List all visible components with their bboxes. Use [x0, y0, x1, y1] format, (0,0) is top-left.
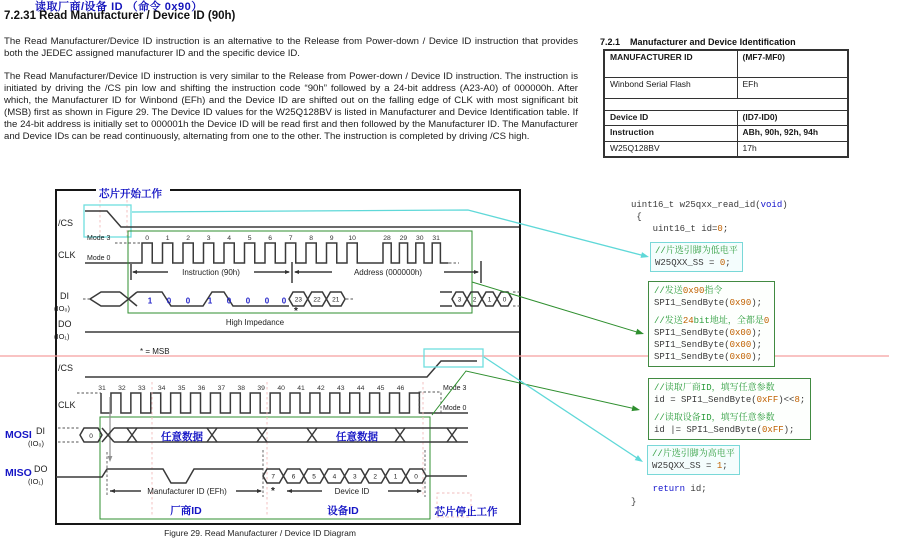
any-data-label-2: 任意数据	[336, 431, 378, 443]
arrowhead	[294, 270, 299, 274]
di-unknown-start	[90, 292, 137, 306]
code-send-instruction-callout	[648, 281, 775, 367]
di-crossing	[395, 428, 405, 442]
bit-number: 23	[294, 296, 302, 304]
callout-read-arrowhead	[632, 405, 640, 411]
msb-star-lower: *	[271, 486, 275, 497]
clock-number: 1	[165, 235, 170, 242]
code-line: //发送24bit地址，全都是0	[654, 316, 770, 326]
table-cell: 17h	[737, 141, 848, 157]
clock-number: 29	[399, 235, 408, 242]
section-heading: 7.2.31 Read Manufacturer / Device ID (90h)	[4, 10, 236, 22]
code-line: return id;	[652, 484, 707, 494]
bit-number: 6	[291, 473, 296, 481]
arrowhead	[417, 489, 422, 493]
table-row	[604, 98, 848, 110]
id-output-highlight	[100, 417, 430, 519]
sample-edge-arrowhead	[108, 456, 113, 462]
di-tail-dash	[513, 292, 520, 306]
bit-number: 2	[472, 296, 477, 304]
instruction-bit-value: 0	[185, 296, 191, 306]
instruction-span-label: Instruction (90h)	[182, 268, 240, 277]
clock-number: 41	[297, 385, 305, 392]
msb-star-upper: *	[294, 306, 298, 317]
clock-number: 8	[309, 235, 314, 242]
mode0-label-upper: Mode 0	[87, 255, 111, 262]
cs-waveform-upper	[85, 211, 519, 227]
di-lead-dash-lower	[58, 428, 80, 442]
instruction-bit-value: 0	[281, 296, 287, 306]
bit-number: 5	[312, 473, 316, 481]
callout-cs-low-arrowhead	[641, 252, 649, 258]
code-line: W25QXX_SS = 0;	[655, 258, 731, 268]
chip-start-label: 芯片开始工作	[99, 188, 162, 200]
code-line: //读取厂商ID，填写任意参数	[654, 383, 775, 393]
di-crossing	[127, 428, 137, 442]
table-cell: ABh, 90h, 92h, 94h	[737, 125, 848, 141]
body-paragraph-1: The Read Manufacturer/Device ID instruction is an alternative to the Release from Power-down / Device ID instruction that provides both the JEDEC assigned manufacturer ID and the specific device ID.	[4, 36, 578, 59]
chinese-note-title: 读取厂商/设备 ID （命令 0x90）	[35, 1, 203, 13]
callout-cs-high-line	[484, 357, 640, 460]
di-crossing	[447, 428, 457, 442]
clk-label-lower: CLK	[58, 400, 76, 410]
manufacturer-id-cn-label: 厂商ID	[170, 505, 202, 517]
device-span-label: Device ID	[334, 487, 370, 496]
arrowhead	[474, 270, 479, 274]
bit-number: 1	[393, 473, 398, 481]
id-table-body	[604, 50, 848, 157]
clock-number: 43	[337, 385, 345, 392]
code-return-line	[631, 483, 707, 495]
arrowhead	[110, 489, 115, 493]
device-id-cn-label: 设备ID	[327, 505, 359, 517]
clock-number: 10	[348, 235, 356, 242]
arrowhead	[285, 270, 290, 274]
table-row	[604, 110, 848, 125]
cs-label-upper: /CS	[58, 218, 74, 228]
table-row	[604, 125, 848, 141]
bit-number: 3	[352, 473, 357, 481]
code-line: SPI1_SendByte(0x00);	[654, 340, 763, 350]
chip-stop-label: 芯片停止工作	[434, 506, 498, 518]
mode3-label-lower: Mode 3	[443, 385, 467, 392]
cs-falling-edge-highlight	[84, 205, 131, 237]
table-heading	[600, 37, 796, 47]
clock-number: 31	[432, 235, 440, 242]
table-row	[604, 77, 848, 98]
clock-number: 40	[277, 385, 285, 392]
di-resume-lines	[440, 292, 452, 306]
clock-number: 46	[396, 385, 405, 392]
clock-number: 39	[257, 385, 265, 392]
code-line: //发送0x90指令	[654, 286, 723, 296]
io0-label-lower: (IO₀)	[28, 439, 45, 448]
last-address-bit-number: 0	[89, 433, 93, 440]
code-line: //片选引脚为低电平	[655, 246, 738, 256]
cs-rising-edge-highlight	[424, 349, 483, 367]
callout-send-arrowhead	[635, 329, 644, 335]
di-label-lower: DI	[36, 426, 45, 436]
clock-number: 30	[416, 235, 424, 242]
clock-number: 45	[376, 385, 385, 392]
bit-number: 1	[487, 296, 492, 304]
table-heading-text: Manufacturer and Device Identification	[630, 37, 796, 47]
clock-number: 42	[317, 385, 325, 392]
bit-number: 0	[414, 473, 418, 481]
code-line: //片选引脚为高电平	[652, 449, 735, 459]
bit-number: 2	[373, 473, 378, 481]
clock-number: 37	[217, 385, 226, 392]
clock-number: 6	[268, 235, 273, 242]
clock-number: 0	[145, 235, 150, 242]
mode3-label-upper: Mode 3	[87, 235, 111, 242]
clock-number: 9	[329, 235, 334, 242]
cs-waveform-lower	[85, 361, 477, 377]
arrowhead	[287, 489, 292, 493]
clock-number: 2	[186, 235, 191, 242]
instruction-bit-value: 1	[207, 296, 213, 306]
code-function-header	[631, 199, 788, 235]
code-line: SPI1_SendByte(0x00);	[654, 328, 763, 338]
di-crossing	[207, 428, 217, 442]
cs-label-lower: /CS	[58, 363, 74, 373]
mode3-dashed-box	[419, 392, 441, 413]
table-row	[604, 50, 848, 77]
code-line: {	[631, 212, 642, 222]
code-line: SPI1_SendByte(0x00);	[654, 352, 763, 362]
bit-number: 7	[271, 473, 276, 481]
do-label-lower: DO	[34, 464, 48, 474]
code-line: id |= SPI1_SendByte(0xFF);	[654, 425, 795, 435]
high-impedance-label: High Impedance	[225, 318, 285, 327]
clock-number: 28	[383, 235, 391, 242]
code-line: uint16_t id=0;	[631, 224, 729, 234]
table-cell: Device ID	[604, 110, 737, 125]
clock-number: 35	[177, 385, 186, 392]
callout-cs-low-line	[132, 210, 645, 256]
code-line: id = SPI1_SendByte(0xFF)<<8;	[654, 395, 806, 405]
instruction-bit-value: 1	[147, 296, 153, 306]
bit-number: 22	[313, 296, 321, 304]
clock-number: 33	[138, 385, 146, 392]
callout-send-line	[472, 282, 640, 333]
code-line: //读取设备ID，填写任意参数	[654, 413, 775, 423]
clock-number: 5	[247, 235, 252, 242]
clock-number: 34	[157, 385, 166, 392]
table-cell: EFh	[737, 77, 848, 98]
clk-label-upper: CLK	[58, 250, 76, 260]
table-cell: (ID7-ID0)	[737, 110, 848, 125]
table-row	[604, 141, 848, 157]
code-line: }	[631, 497, 637, 507]
di-label-upper: DI	[60, 291, 69, 301]
io1-label-lower: (IO₁)	[28, 477, 44, 486]
any-data-label-1: 任意数据	[161, 431, 203, 443]
bit-number: 21	[332, 296, 340, 304]
table-cell: Instruction	[604, 125, 737, 141]
body-paragraph-2: The Read Manufacturer/Device ID instruction is very similar to the Release from Power-down / Device ID instruction. The instruction is initiated by driving the /CS pin low and shifting the instruction code “90h” followed by a 24-bit address (A23-A0) of 000000h. After which, the Manufacturer ID for Winbond (EFh) and the Device ID are shifted out on the falling edge of CLK with most significant bit (MSB) first as shown in Figure 29. The Device ID values for the W25Q128BV is listed in Manufacturer and Device Identification table. If the 24-bit address is initially set to 000001h the Device ID will be read first and then followed by the Manufacturer ID. The Manufacturer and Device IDs can be read continuously, alternating from one to the other. The instruction is completed by driving /CS high.	[4, 71, 578, 142]
address-span-label: Address (000000h)	[353, 268, 423, 277]
clock-number: 3	[206, 235, 211, 242]
instruction-bit-value: 0	[264, 296, 270, 306]
clock-number: 4	[227, 235, 232, 242]
do-label-upper: DO	[58, 319, 72, 329]
clk-waveform-upper	[85, 243, 449, 263]
code-line: W25QXX_SS = 1;	[652, 461, 728, 471]
di-crossing	[257, 428, 267, 442]
clock-number: 7	[288, 235, 293, 242]
io1-label-upper: (IO₁)	[54, 332, 70, 341]
table-cell: MANUFACTURER ID	[604, 50, 737, 77]
code-line: uint16_t w25qxx_read_id(void)	[631, 200, 788, 210]
clock-number: 36	[197, 385, 206, 392]
table-cell: (MF7-MF0)	[737, 50, 848, 77]
figure-caption: Figure 29. Read Manufacturer / Device ID Diagram	[164, 528, 356, 538]
bit-number: 0	[502, 296, 507, 304]
callout-cs-high-arrowhead	[635, 455, 643, 462]
msb-note: * = MSB	[140, 347, 170, 356]
table-heading-number: 7.2.1	[600, 37, 621, 47]
bit-number: 3	[457, 296, 462, 304]
miso-label: MISO	[5, 467, 32, 479]
instruction-bit-value: 0	[245, 296, 251, 306]
code-closing-brace	[631, 496, 636, 508]
bit-number: 4	[332, 473, 337, 481]
table-cell-empty	[604, 98, 848, 110]
code-line: SPI1_SendByte(0x90);	[654, 298, 763, 308]
clk-waveform-lower	[101, 393, 419, 413]
clock-number: 31	[98, 385, 106, 392]
do-manufacturer-id-waveform	[56, 469, 263, 483]
mode0-label-lower: Mode 0	[443, 405, 467, 412]
di-crossing	[307, 428, 317, 442]
arrowhead	[257, 489, 262, 493]
arrowhead	[132, 270, 137, 274]
clock-number: 32	[118, 385, 126, 392]
instruction-bit-value: 0	[166, 296, 172, 306]
instruction-bit-value: 0	[226, 296, 232, 306]
mosi-label: MOSI	[5, 429, 32, 441]
code-read-ids-callout	[648, 378, 811, 440]
code-cs-low-callout	[650, 242, 743, 272]
io0-label-upper: (IO₀)	[54, 304, 71, 313]
clock-number: 38	[237, 385, 246, 392]
manufacturer-span-label: Manufacturer ID (EFh)	[147, 487, 227, 496]
clock-number: 44	[356, 385, 365, 392]
di-bold-cross	[102, 428, 114, 442]
table-cell: Winbond Serial Flash	[604, 77, 737, 98]
manufacturer-device-id-table	[603, 49, 849, 158]
table-cell: W25Q128BV	[604, 141, 737, 157]
code-cs-high-callout	[647, 445, 740, 475]
